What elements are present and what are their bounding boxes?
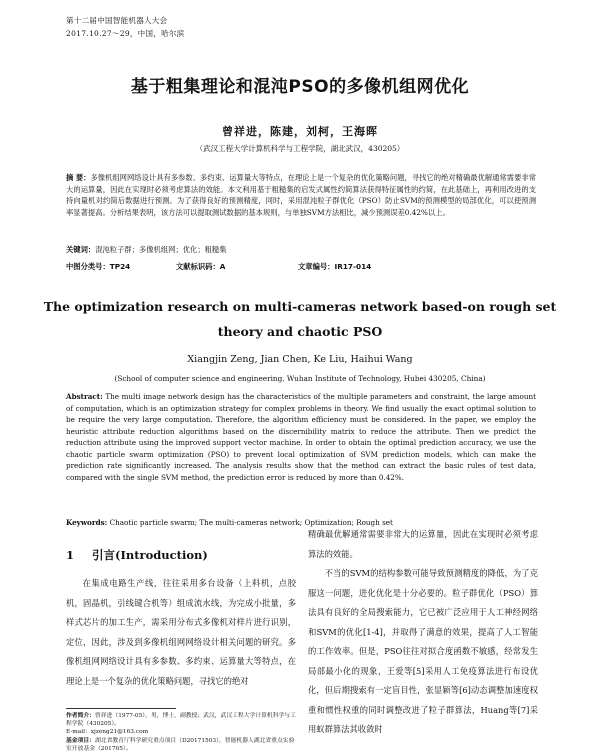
footnote-author-label: 作者简介：: [66, 713, 95, 719]
left-column-body: [66, 574, 296, 691]
keywords-chinese-label: 关键词：: [66, 245, 96, 254]
doc-code-label: 文献标识码：: [176, 262, 220, 271]
affiliation-chinese: （武汉工程大学计算机科学与工程学院，湖北武汉，430205）: [195, 144, 405, 153]
conference-name: 第十二届中国智能机器人大会: [66, 16, 168, 25]
paragraph: 不当的SVM的结构参数可能导致预测精度的降低，为了克服这一问题，进化优化是十分必要的。粒子群优化（PSO）算法具有良好的全局搜索能力，它已被广泛应用于人工神经网络和SVM的优化[1-4]，并取得了满意的效果，提高了人工智能的工作效率。但是，PSO往往对拟合度函数不敏感，经常发生局部最小化的现象，王爱等[5]采用人工免疫算法进行布设优化，但后期搜索有一定盲目性，张显颖等[6]动态调整加速度权重和惯性权重的同时调整改进了粒子群算法，Huang等[7]采用蚁群算法其收敛时: [308, 568, 538, 734]
keywords-chinese-text: 混沌粒子群；多像机组网；优化；粗糙集: [95, 245, 227, 254]
keywords-english-label: Keywords:: [66, 518, 108, 527]
section-title: 引言(Introduction): [92, 548, 208, 562]
section-number: 1: [66, 548, 75, 562]
authors-chinese: 曾祥进，陈建，刘柯，王海晖: [222, 125, 378, 138]
article-no-value: IR17-014: [334, 262, 372, 271]
footnote-divider: [66, 708, 176, 709]
footnote-author-text: 曾祥进（1977-05），男，博士，副教授；武汉，武汉工程大学计算机科学与工程学院（430205）。: [66, 713, 296, 728]
title-english: The optimization research on multi-cameras network based-on rough set theory and chaotic PSO: [43, 299, 557, 339]
paragraph: 在集成电路生产线，往往采用多台设备（上料机，点胶机，固晶机，引线键合机等）组成流水线，为完成小批量，多样式芯片的加工生产，需采用分布式多像机对样片进行识别，定位，因此，涉及到多像机组网网络设计相关问题的研究。多像机组网网络设计具有多参数、多约束、运算量大等特点，在理论上是一个复杂的优化策略问题，寻找它的绝对: [66, 578, 296, 686]
abstract-english: [66, 391, 536, 483]
footnote-email: E-mail：xjzeng21@163.com: [66, 729, 149, 736]
title-chinese: 基于粗集理论和混沌PSO的多像机组网优化: [130, 77, 470, 97]
clc-value: TP24: [109, 262, 131, 271]
abstract-english-label: Abstract:: [66, 392, 103, 401]
right-column-body: [308, 525, 538, 740]
clc-label: 中图分类号：: [66, 262, 110, 271]
abstract-chinese-text: 多像机组网网络设计具有多参数、多约束、运算量大等特点，在理论上是一个复杂的优化策略问题，寻找它的绝对精确最优解通常需要非常大的运算量，因此在实现时必须考虑算法的效能。本文利用基于粗糙集的启发式属性约简算法获得特征属性的约简，在此基础上，再利用改进的支持向量机对约简后数据进行预测。为了获得良好的预测精度，同时，采用混沌粒子群优化（PSO）防止SVM的预测模型的局部优化，可以使预测率显著提高。分析结果表明，该方法可以提取测试数据的基本规则，与单独SVM方法相比，减少预测误差0.42%以上。: [66, 173, 536, 217]
footnote: [66, 712, 296, 753]
footnote-fund-text: 湖北省教育厅科学研究重点项目（D20171503），智能机器人湖北省重点实验室开放基金（201705）。: [66, 737, 295, 752]
footnote-fund-label: 基金项目：: [66, 737, 95, 744]
paragraph-continued: 精确最优解通常需要非常大的运算量，因此在实现时必须考虑算法的效能。: [308, 529, 538, 559]
article-no-label: 文章编号：: [298, 262, 335, 271]
keywords-english-text: Chaotic particle swarm; The multi-cameras network; Optimization; Rough set: [109, 518, 393, 527]
section-heading-introduction: [66, 547, 208, 563]
affiliation-english: (School of computer science and engineering, Wuhan Institute of Technology, Hubei 430205, China): [114, 374, 486, 383]
abstract-chinese: [66, 172, 536, 218]
doc-code-value: A: [219, 262, 226, 271]
conference-date-place: 2017.10.27～29，中国，哈尔滨: [66, 29, 185, 38]
abstract-english-text: The multi image network design has the characteristics of the multiple parameters and constraint, the large amount of computation, which is an optimization strategy for complex problems in theory. We find usually the exact optimal solution to be require the very large computation. Therefore, the algorithm efficiency must be considered. In the paper, we employ the heuristic attribute reduction algorithms based on the discernibility matrix to reduce the attribute. Then we predict the reduction attribute using the improved support vector machine. In order to obtain the optimal prediction accuracy, we use the chaotic particle swarm optimization (PSO) to prevent local optimization of SVM prediction models, which can make the prediction rate significantly increased. The analysis results show that the method can extract the basic rules of test data, compared with the single SVM method, the prediction error is reduced by more than 0.42%.: [66, 392, 536, 482]
authors-english: Xiangjin Zeng, Jian Chen, Ke Liu, Haihui Wang: [187, 354, 413, 365]
keywords-chinese: [66, 244, 536, 255]
abstract-chinese-label: 摘 要：: [66, 173, 91, 182]
